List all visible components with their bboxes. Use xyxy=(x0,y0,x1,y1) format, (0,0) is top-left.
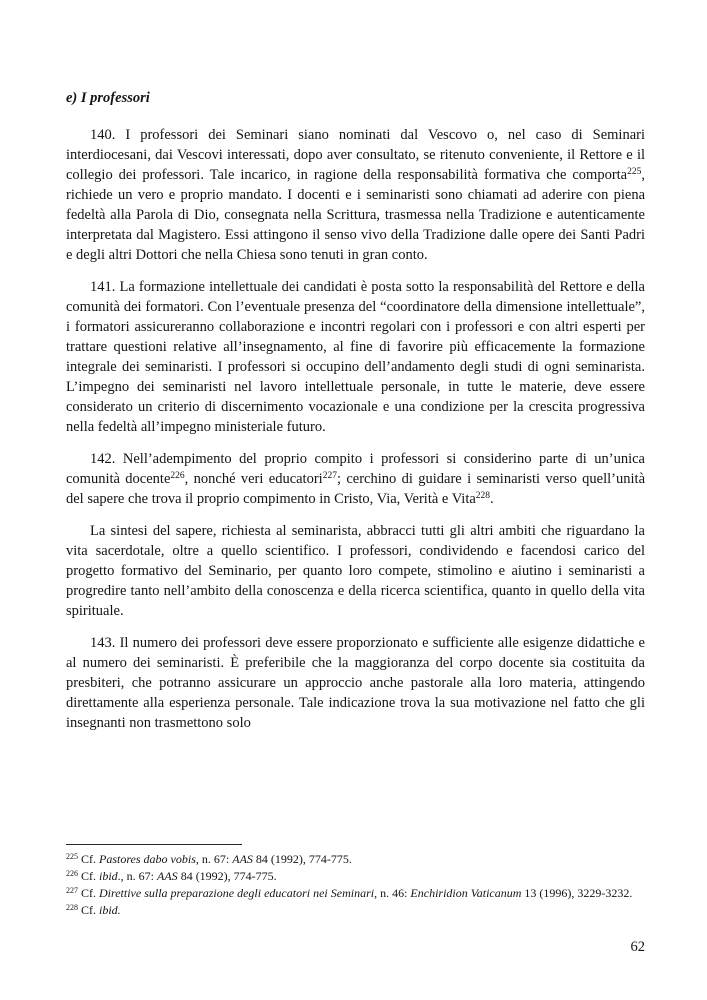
paragraph xyxy=(66,521,645,621)
text-run: 84 (1992), 774-775. xyxy=(252,852,352,866)
footnote xyxy=(66,885,646,902)
text-run: 140. I professori dei Seminari siano nominati dal Vescovo o, nel caso di Seminari interdiocesani, dai Vescovi interessati, dopo aver consultato, se ritenuto conveniente, il Rettore e il collegio dei professori. Tale incarico, in ragione della responsabilità formativa che comporta xyxy=(66,127,645,183)
paragraph-list xyxy=(66,125,645,733)
text-run: Cf. xyxy=(78,869,99,883)
text-run: 13 (1996), 3229-3232. xyxy=(521,886,633,900)
footnote xyxy=(66,902,646,919)
footnote-reference: 228 xyxy=(475,491,491,501)
paragraph xyxy=(66,277,645,437)
text-run: AAS xyxy=(232,852,253,866)
footnote xyxy=(66,851,646,868)
text-run: Cf. xyxy=(78,886,99,900)
text-run: Pastores dabo vobis xyxy=(99,852,196,866)
paragraph xyxy=(66,125,645,265)
footnote-number: 226 xyxy=(66,869,78,878)
text-run: Direttive sulla preparazione degli educatori nei Seminari xyxy=(99,886,375,900)
text-run: , richiede un vero e proprio mandato. I docenti e i seminaristi sono chiamati ad aderire con piena fedeltà alla Parola di Dio, consegnata nella Scrittura, trasmessa nella Tradizione e autenticamente interpretata dal Magistero. Essi attingono il senso vivo della Tradizione dalle opere dei Santi Padri e degli altri Dottori che nella Chiesa sono tenuti in gran conto. xyxy=(66,167,645,263)
text-run: ; cerchino di guidare i seminaristi verso quell’unità del sapere che trova il proprio compimento in Cristo, Via, Verità e Vita xyxy=(66,471,645,507)
text-run: , nonché veri educatori xyxy=(184,471,323,487)
text-run: ibid. xyxy=(99,903,121,917)
footnote-list xyxy=(66,851,646,919)
text-run: Cf. xyxy=(78,903,99,917)
footnote-separator xyxy=(66,844,242,845)
text-run: ., n. 67: xyxy=(117,869,158,883)
footnote-number: 225 xyxy=(66,852,78,861)
footnote-number: 227 xyxy=(66,886,78,895)
footnote-reference: 227 xyxy=(322,471,337,481)
page-number: 62 xyxy=(630,939,645,955)
page-content xyxy=(66,88,645,745)
text-run: . xyxy=(490,491,494,507)
footnote xyxy=(66,868,646,885)
text-run: 142. Nell’adempimento del proprio compito i professori si considerino parte di un’unica comunità docente xyxy=(66,451,645,487)
section-heading: e) I professori xyxy=(66,90,150,106)
text-run: ibid xyxy=(99,869,118,883)
footnote-reference: 226 xyxy=(170,471,185,481)
text-run: La sintesi del sapere, richiesta al seminarista, abbracci tutti gli altri ambiti che riguardano la vita sacerdotale, oltre a quello scientifico. I professori, condividendo e facendosi carico del progetto formativo del Seminario, per quanto loro compete, stimolino e aiutino i seminaristi a progredire tanto nell’ambito della conoscenza e della ricerca scientifica, quanto in quello della vita spirituale. xyxy=(66,523,645,619)
paragraph xyxy=(66,633,645,733)
footnote-reference: 225 xyxy=(627,167,642,177)
paragraph xyxy=(66,449,645,509)
text-run: Cf. xyxy=(78,852,99,866)
text-run: , n. 67: xyxy=(195,852,233,866)
text-run: 141. La formazione intellettuale dei candidati è posta sotto la responsabilità del Rettore e della comunità dei formatori. Con l’eventuale presenza del “coordinatore della dimensione intellettuale”, i formatori assicureranno collaborazione e incontri regolari con i professori e con altri esperti per trattare questioni relative all’insegnamento, al fine di favorire più efficacemente la formazione integrale dei seminaristi. I professori si occupino dell’andamento degli studi di ogni seminarista. L’impegno dei seminaristi nel lavoro intellettuale personale, in tutte le materie, deve essere considerato un criterio di discernimento vocazionale e una condizione per la crescita progressiva nella fedeltà all’impegno ministeriale futuro. xyxy=(66,279,645,435)
text-run: 84 (1992), 774-775. xyxy=(177,869,277,883)
footnote-block xyxy=(66,844,646,919)
footnote-number: 228 xyxy=(66,903,78,912)
text-run: , n. 46: xyxy=(374,886,411,900)
text-run: 143. Il numero dei professori deve essere proporzionato e sufficiente alle esigenze didattiche e al numero dei seminaristi. È preferibile che la maggioranza del corpo docente sia costituita da presbiteri, che potranno assicurare un approccio anche pastorale alla loro materia, attingendo direttamente alla esperienza personale. Tale indicazione trova la sua motivazione nel fatto che gli insegnanti non trasmettono solo xyxy=(66,635,645,731)
text-run: Enchiridion Vaticanum xyxy=(410,886,522,900)
text-run: AAS xyxy=(157,869,178,883)
